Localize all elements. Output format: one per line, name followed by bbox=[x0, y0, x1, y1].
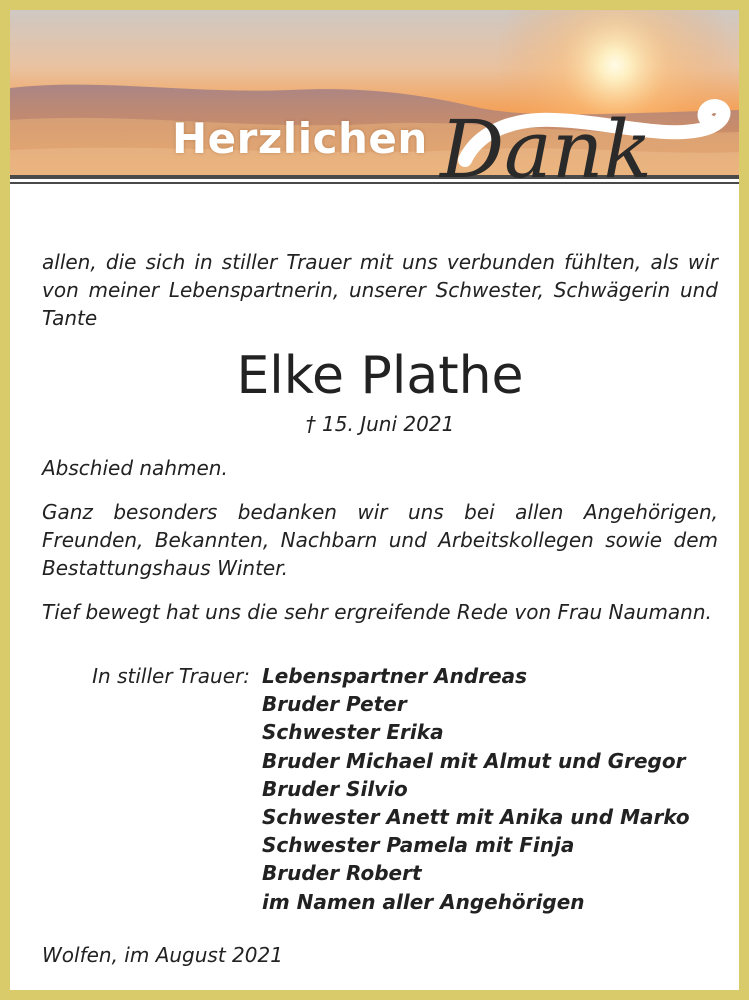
death-date: † 15. Juni 2021 bbox=[305, 412, 455, 436]
mourner-name: Schwester Anett mit Anika und Marko bbox=[262, 805, 690, 830]
mourners-list bbox=[262, 662, 690, 916]
mourners-label: In stiller Trauer: bbox=[92, 664, 250, 688]
paragraph-farewell: Abschied nahmen. bbox=[42, 456, 228, 480]
mourner-name: Schwester Pamela mit Finja bbox=[262, 833, 575, 858]
header-title-small: Herzlichen bbox=[172, 114, 428, 163]
sunset-header-image bbox=[10, 10, 739, 196]
header-title-large: Dank bbox=[440, 103, 652, 196]
mourner-name: Lebenspartner Andreas bbox=[262, 664, 528, 688]
mourners-block bbox=[42, 662, 718, 916]
mourner-name: Bruder Robert bbox=[262, 861, 422, 886]
mourner-name: Schwester Erika bbox=[262, 720, 444, 745]
place-and-date: Wolfen, im August 2021 bbox=[42, 943, 283, 967]
intro-text: allen, die sich in stiller Trauer mit uns verbunden fühlten, als wir von meiner Lebenspartnerin, unserer Schwester, Schwägerin und Tante bbox=[42, 250, 718, 330]
deceased-name: Elke Plathe bbox=[236, 346, 524, 406]
mourner-name: Bruder Michael mit Almut und Gregor bbox=[262, 748, 686, 773]
mourner-name: im Namen aller Angehörigen bbox=[262, 889, 585, 914]
paragraph-speech: Tief bewegt hat uns die sehr ergreifende Rede von Frau Naumann. bbox=[42, 600, 712, 624]
notice-body bbox=[42, 248, 718, 916]
paragraph-thanks: Ganz besonders bedanken wir uns bei allen Angehörigen, Freunden, Bekannten, Nachbarn und Arbeitskollegen sowie dem Bestattungshaus Winter. bbox=[42, 500, 718, 580]
mourner-name: Bruder Peter bbox=[262, 692, 407, 717]
mourner-name: Bruder Silvio bbox=[262, 776, 408, 801]
